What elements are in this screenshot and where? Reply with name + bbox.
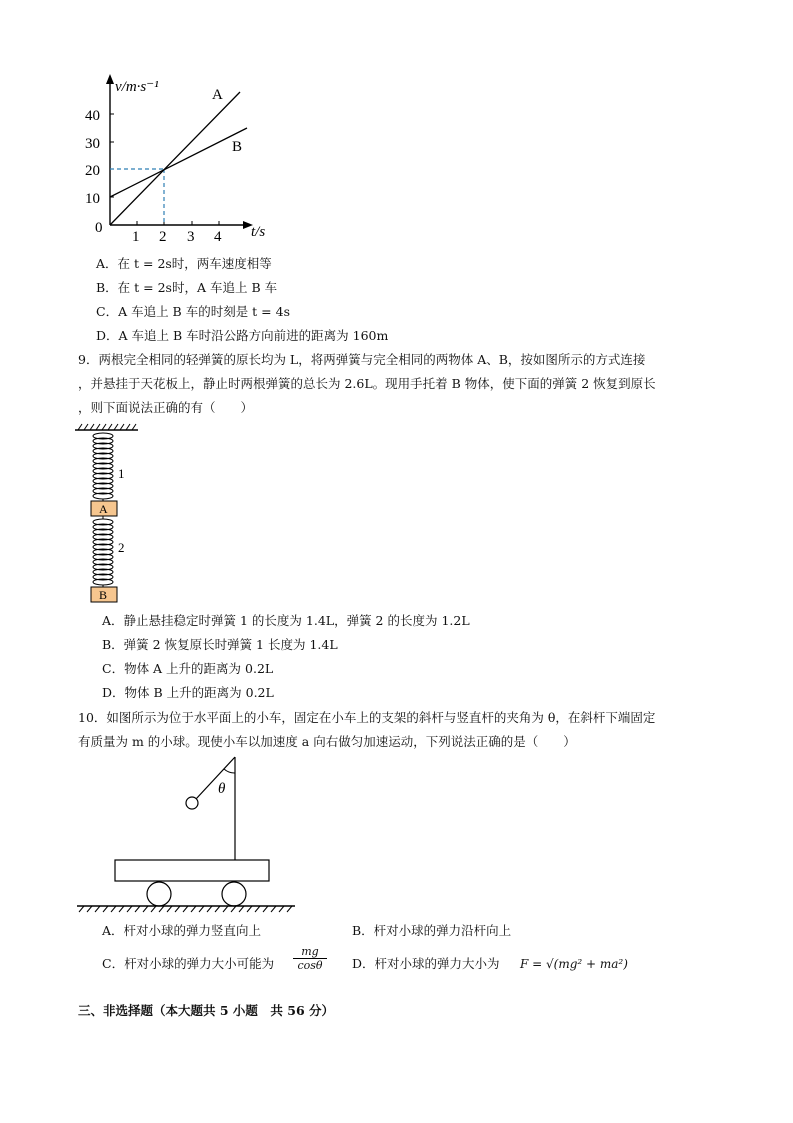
q9-stem-line1: 9．两根完全相同的轻弹簧的原长均为 L，将两弹簧与完全相同的两物体 A、B，按如图所示的方式连接 xyxy=(78,352,646,367)
q9-stem-line3: ，则下面说法正确的有（ ） xyxy=(78,400,254,415)
spring-2 xyxy=(93,516,113,587)
q10-option-b: B．杆对小球的弹力沿杆向上 xyxy=(352,923,512,938)
y-tick: 40 xyxy=(85,108,100,124)
y-axis-label: v/m·s⁻¹ xyxy=(115,79,159,95)
spring-2-label: 2 xyxy=(118,540,125,555)
q10-stem-line1: 10．如图所示为位于水平面上的小车，固定在小车上的支架的斜杆与竖直杆的夹角为 θ，在斜杆下端固定 xyxy=(78,710,656,725)
x-tick: 3 xyxy=(187,229,195,245)
line-a xyxy=(110,92,243,225)
section-3-heading: 三、非选择题（本大题共 5 小题 共 56 分） xyxy=(78,1003,335,1018)
q8-option-c: C．A 车追上 B 车的时刻是 t = 4s xyxy=(96,304,290,319)
y-tick: 30 xyxy=(85,136,100,152)
x-axis-label: t/s xyxy=(251,224,266,240)
q9-stem-line2: ，并悬挂于天花板上，静止时两根弹簧的总长为 2.6L。现用手托着 B 物体，使下面的弹簧 2 恢复到原长 xyxy=(78,376,656,391)
spring-1 xyxy=(93,433,113,501)
cart-body xyxy=(115,860,269,881)
block-b-label: B xyxy=(99,588,108,602)
q10-stem-line2: 有质量为 m 的小球。现使小车以加速度 a 向右做匀加速运动，下列说法正确的是（ ） xyxy=(78,734,576,749)
line-b-label: B xyxy=(232,139,243,155)
spring-diagram xyxy=(70,420,150,610)
wheel-right xyxy=(222,882,246,906)
fraction-denominator: cosθ xyxy=(293,958,327,972)
q10-option-c: C．杆对小球的弹力大小可能为 xyxy=(102,956,275,971)
q8-option-d: D．A 车追上 B 车时沿公路方向前进的距离为 160m xyxy=(96,328,389,343)
q9-option-b: B．弹簧 2 恢复原长时弹簧 1 长度为 1.4L xyxy=(102,637,338,652)
fraction-mg-cos-theta xyxy=(293,945,327,972)
y-tick: 10 xyxy=(85,191,100,207)
line-a-label: A xyxy=(212,87,223,103)
q9-option-d: D．物体 B 上升的距离为 0.2L xyxy=(102,685,274,700)
formula-f: F = √(mg² + ma²) xyxy=(520,957,628,971)
q8-option-a: A．在 t = 2s时，两车速度相等 xyxy=(96,256,272,271)
fraction-numerator: mg xyxy=(301,945,319,958)
q10-option-d: D．杆对小球的弹力大小为 xyxy=(352,956,500,971)
q8-option-b: B．在 t = 2s时，A 车追上 B 车 xyxy=(96,280,278,295)
wheel-left xyxy=(147,882,171,906)
x-tick: 2 xyxy=(159,229,167,245)
y-tick: 0 xyxy=(95,220,103,236)
q9-option-c: C．物体 A 上升的距离为 0.2L xyxy=(102,661,274,676)
line-b xyxy=(110,128,247,197)
y-tick: 20 xyxy=(85,163,100,179)
spring-1-label: 1 xyxy=(118,466,125,481)
angle-label: θ xyxy=(218,781,226,797)
q10-option-a: A．杆对小球的弹力竖直向上 xyxy=(102,923,262,938)
q9-option-a: A．静止悬挂稳定时弹簧 1 的长度为 1.4L，弹簧 2 的长度为 1.2L xyxy=(102,613,470,628)
block-a-label: A xyxy=(99,502,108,516)
x-tick: 1 xyxy=(132,229,140,245)
cart-diagram xyxy=(75,755,300,915)
x-tick: 4 xyxy=(214,229,222,245)
velocity-time-graph xyxy=(75,70,285,250)
ball xyxy=(186,797,198,809)
inclined-rod xyxy=(196,757,235,799)
